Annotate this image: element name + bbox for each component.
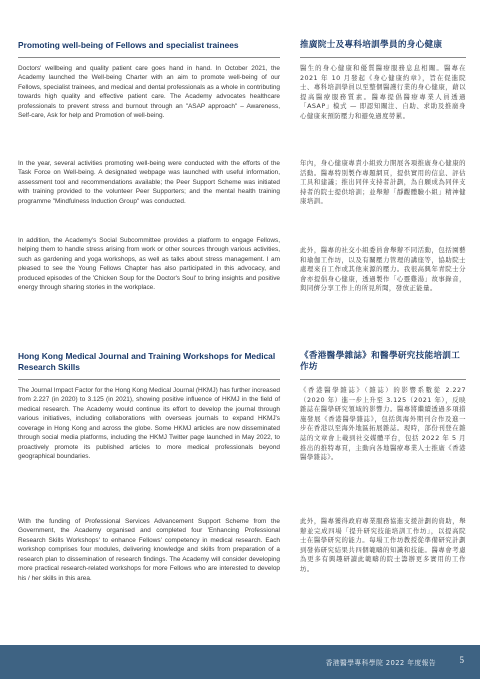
heading-divider bbox=[300, 57, 466, 58]
heading-hkmj: Hong Kong Medical Journal and Training Workshops for Medical Research Skills bbox=[18, 351, 276, 372]
paragraph-wellbeing-charter: Doctors' wellbeing and quality patient care goes hand in hand. In October 2021, the Academy launched the Well-being Charter with an aim to promote well-being of our Fellows, specialist trainees, and medical and dental professionals as a whole in contributing towards high quality and effective patient care. The Academy advocates healthcare professionals to prevent stress and burnout through an "ASAP approach" – Awareness, Self-care, Ask for help and Promotion of well-being. bbox=[18, 65, 280, 120]
paragraph-impact-factor-zh: 《香港醫學雜誌》（雜誌）的影響系數從 2.227（2020 年）進一步上升至 3.125（2021 年），反映雜誌在醫學研究領域的影響力。醫專將繼續透過多項措施發展《香港醫學雜誌》，包括與海外期刊合作及進一步在香港以至海外地區拓展雜誌。現時，部份刊登在雜誌的文章會上載到社交媒體平台，包括 2022 年 5 月推出的推特專頁，主動向各地醫療專業人士推廣《香港醫學雜誌》。 bbox=[300, 386, 466, 462]
paragraph-social-subcommittee-zh: 此外，醫專的社交小組委員會舉辦不同活動，包括園藝和瑜伽工作坊，以及有關壓力管理的講座等，協助院士處理來自工作或其他來源的壓力。我很高興年青院士分會亦提倡身心健康，透過製作「心靈雞湯」故事錄音，與同儕分享工作上的所見所聞，發放正能量。 bbox=[300, 246, 466, 293]
paragraph-wellbeing-charter-zh: 醫生的身心健康和優質醫療服務息息相關。醫專在 2021 年 10 月發起《身心健康約章》，旨在促進院士、專科培訓學員以至整個醫護行業的身心健康，藉以提高醫療服務質素。醫專提倡醫療專業人員透過「ASAP」模式 — 即認知關注、自助、求助及推廣身心健康來預防壓力和避免過度勞累。 bbox=[300, 64, 466, 120]
heading-wellbeing-zh: 推廣院士及專科培訓學員的身心健康 bbox=[300, 40, 443, 50]
heading-wellbeing: Promoting well-being of Fellows and specialist trainees bbox=[18, 40, 239, 50]
paragraph-task-force-zh: 年內，身心健康專責小組致力開展各項推廣身心健康的活動。醫專特別製作專題網頁，提供實用的信息、評估工具和建議；推出同伴支持者計劃，為自願成為同伴支持者的院士提供培訓；並舉辦「靜觀體驗小組」精神健康培訓。 bbox=[300, 159, 466, 206]
paragraph-research-workshops: With the funding of Professional Services Advancement Support Scheme from the Government, the Academy organised and completed four 'Enhancing Professional Research Skills Workshops' to enhance Fellows' competency in medical research. Each workshop comprises four modules, delivering knowledge and skills from preparation of a research plan to dissemination of research findings. The Academy will consider developing more practical research-related workshops for more Fellows who are interested to develop his / her skills in this area. bbox=[18, 518, 280, 582]
heading-divider bbox=[18, 379, 280, 380]
paragraph-research-workshops-zh: 此外，醫專獲得政府專業服務協進支援計劃的資助，舉辦並完成四場「提升研究技能培訓工作坊」，以提高院士在醫學研究的能力。每場工作坊教授從準備研究計劃到發佈研究結果共四個範疇的知識和技能。醫專會考慮為更多有興趣研讀此範疇的院士籌辦更多實用的工作坊。 bbox=[300, 517, 466, 573]
heading-divider bbox=[18, 57, 280, 58]
heading-divider bbox=[300, 379, 466, 380]
footer-report-title: 香港醫學專科學院 2022 年度報告 bbox=[325, 659, 436, 667]
paragraph-impact-factor: The Journal Impact Factor for the Hong Kong Medical Journal (HKMJ) has further increased from 2.227 (in 2020) to 3.125 (in 2021), showing positive influence of HKMJ in the field of medical research. The Academy would continue its effort to develop the journal through various initiatives, including collaborations with overseas journals to expand HKMJ's coverage in Hong Kong and across the globe. Some HKMJ articles are now disseminated through social media platforms, including the HKMJ Twitter page launched in May 2022, to proactively promote its published articles to more medical professionals beyond geographical boundaries. bbox=[18, 387, 280, 461]
footer-band bbox=[0, 645, 480, 679]
paragraph-social-subcommittee: In addition, the Academy's Social Subcommittee provides a platform to engage Fellows, helping them to handle stress arising from work or other sources through various activities, such as gardening and yoga workshops, as well as talks about stress management. I am pleased to see the Young Fellows Chapter has also participated in this advocacy, and produced episodes of the 'Chicken Soup for the Doctor's Soul' to bring insights and positive energy through sharing stories in the workplace. bbox=[18, 237, 280, 292]
page-number: 5 bbox=[459, 655, 464, 665]
paragraph-task-force: In the year, several activities promoting well-being were conducted with the efforts of the Task Force on Well-being. A designated webpage was launched with useful information, assessment tool and recommendations available; the Peer Support Scheme was initiated with training provided to the volunteer Peer Supporters; and the mental health training programme "Mindfulness Induction Group" was conducted. bbox=[18, 160, 280, 205]
heading-hkmj-zh: 《香港醫學雜誌》和醫學研究技能培訓工作坊 bbox=[300, 351, 461, 372]
